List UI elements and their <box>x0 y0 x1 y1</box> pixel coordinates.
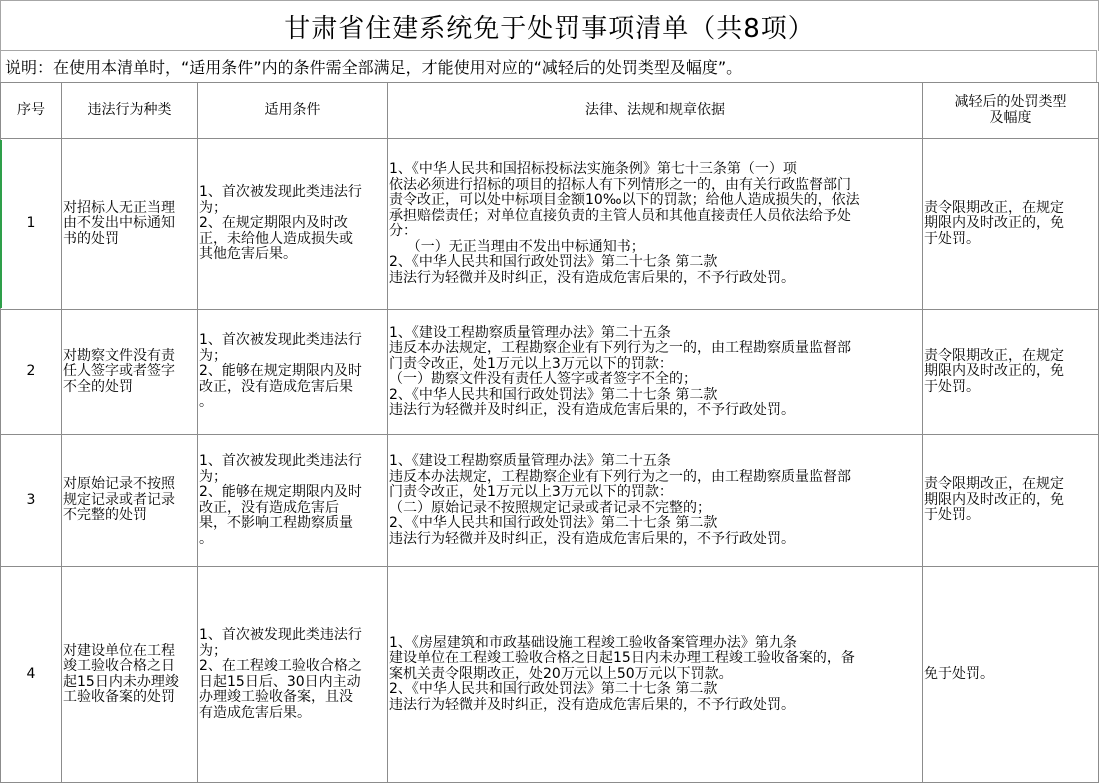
row-number-cell[interactable]: 4 <box>1 567 62 783</box>
penalty-result-cell[interactable] <box>923 567 1099 783</box>
cell-text-line: 期限内及时改正的，免 <box>924 215 1064 232</box>
cell-text-line: 门责令改正，处1万元以上3万元以下的罚款： <box>389 355 673 372</box>
cell-text-line: 1、首次被发现此类违法行 <box>199 627 362 643</box>
cell-text-line: 书的处罚 <box>63 230 119 247</box>
cell-text-line: 2、能够在规定期限内及时 <box>199 484 362 500</box>
cell-text-line: 任人签字或者签字 <box>63 363 175 380</box>
legal-basis-cell[interactable] <box>388 310 923 435</box>
cell-text-line: 案机关责令限期改正，处20万元以上50万元以下罚款。 <box>389 665 733 682</box>
cell-text-line: 于处罚。 <box>924 507 980 524</box>
cell-text-line: 不全的处罚 <box>63 378 133 395</box>
cell-text-line: 2、在规定期限内及时改 <box>199 215 348 232</box>
header-no: 序号 <box>1 83 62 139</box>
header-legal-basis: 法律、法规和规章依据 <box>388 83 923 139</box>
penalty-exemption-table <box>0 82 1099 783</box>
cell-text-line: 违法行为轻微并及时纠正，没有造成危害后果的，不予行政处罚。 <box>389 530 795 547</box>
cell-text-line: 期限内及时改正的，免 <box>924 491 1064 508</box>
cell-text-line: 建设单位在工程竣工验收合格之日起15日内未办理工程竣工验收备案的，备 <box>389 650 855 667</box>
cell-text-line: 规定记录或者记录 <box>63 491 175 508</box>
row-number-cell[interactable]: 1 <box>1 139 62 310</box>
violation-type-cell[interactable] <box>62 567 198 783</box>
cell-text-line: 责令限期改正，在规定 <box>924 347 1064 364</box>
selection-indicator <box>0 140 2 308</box>
cell-text-line: 2、《中华人民共和国行政处罚法》第二十七条 第二款 <box>389 254 718 270</box>
cell-text-line: 正，未给他人造成损失或 <box>199 230 353 247</box>
cell-text-line: 承担赔偿责任；对单位直接负责的主管人员和其他直接责任人员依法给予处 <box>389 207 851 224</box>
table-body <box>1 139 1099 783</box>
violation-type-cell[interactable] <box>62 435 198 567</box>
cell-text-line: 。 <box>199 394 213 411</box>
cell-text-line: 于处罚。 <box>924 230 980 247</box>
cell-text-line: 责令限期改正，在规定 <box>924 476 1064 493</box>
cell-text-line: 1、《建设工程勘察质量管理办法》第二十五条 <box>389 324 671 341</box>
cell-text-line: 有造成危害后果。 <box>199 704 311 721</box>
cell-text-line: （一）无正当理由不发出中标通知书； <box>389 238 645 255</box>
table-row <box>1 310 1099 435</box>
header-penalty-result <box>923 83 1099 139</box>
table-row <box>1 139 1099 310</box>
cell-text-line: 期限内及时改正的，免 <box>924 363 1064 380</box>
header-result-line-1: 减轻后的处罚类型 <box>954 94 1067 110</box>
header-result-line-2: 及幅度 <box>989 109 1032 126</box>
conditions-cell[interactable] <box>198 139 388 310</box>
cell-text-line: 1、《中华人民共和国招标投标法实施条例》第七十三条第（一）项 <box>389 161 797 177</box>
cell-text-line: 违反本办法规定，工程勘察企业有下列行为之一的，由工程勘察质量监督部 <box>389 340 851 356</box>
cell-text-line: 对勘察文件没有责 <box>63 347 175 364</box>
header-row <box>1 83 1099 139</box>
cell-text-line: 对建设单位在工程 <box>63 642 175 659</box>
cell-text-line: 1、《房屋建筑和市政基础设施工程竣工验收备案管理办法》第九条 <box>389 634 797 651</box>
cell-text-line: 2、《中华人民共和国行政处罚法》第二十七条 第二款 <box>389 515 718 531</box>
cell-text-line: 免于处罚。 <box>924 665 994 682</box>
conditions-cell[interactable] <box>198 435 388 567</box>
cell-text-line: 果，不影响工程勘察质量 <box>199 515 353 531</box>
cell-text-line: 违反本办法规定，工程勘察企业有下列行为之一的，由工程勘察质量监督部 <box>389 468 851 485</box>
cell-text-line: 改正，没有造成危害后果 <box>199 378 353 395</box>
violation-type-cell[interactable] <box>62 139 198 310</box>
cell-text-line: 对原始记录不按照 <box>63 476 175 493</box>
cell-text-line: （二）原始记录不按照规定记录或者记录不完整的； <box>389 499 711 516</box>
cell-text-line: 于处罚。 <box>924 378 980 395</box>
cell-text-line: 为； <box>199 199 227 216</box>
cell-text-line: 2、能够在规定期限内及时 <box>199 363 362 380</box>
cell-text-line: 工验收备案的处罚 <box>63 689 175 705</box>
legal-basis-cell[interactable] <box>388 567 923 783</box>
cell-text-line: 1、首次被发现此类违法行 <box>199 184 362 201</box>
cell-text-line: （一）勘察文件没有责任人签字或者签字不全的； <box>389 371 697 387</box>
cell-text-line: 不完整的处罚 <box>63 507 147 524</box>
header-conditions: 适用条件 <box>198 83 388 139</box>
cell-text-line: 由不发出中标通知 <box>63 215 175 232</box>
violation-type-cell[interactable] <box>62 310 198 435</box>
cell-text-line: 1、首次被发现此类违法行 <box>199 332 362 349</box>
cell-text-line: 责令限期改正，在规定 <box>924 199 1064 216</box>
penalty-result-cell[interactable] <box>923 310 1099 435</box>
cell-text-line: 违法行为轻微并及时纠正，没有造成危害后果的，不予行政处罚。 <box>389 269 795 286</box>
cell-text-line: 日起15日后、30日内主动 <box>199 673 361 690</box>
row-number-cell[interactable]: 3 <box>1 435 62 567</box>
conditions-cell[interactable] <box>198 567 388 783</box>
cell-text-line: 其他危害后果。 <box>199 246 297 263</box>
page-title: 甘肃省住建系统免于处罚事项清单（共8项） <box>0 0 1099 51</box>
legal-basis-cell[interactable] <box>388 435 923 567</box>
legal-basis-cell[interactable] <box>388 139 923 310</box>
penalty-result-cell[interactable] <box>923 139 1099 310</box>
cell-text-line: 依法必须进行招标的项目的招标人有下列情形之一的，由有关行政监督部门 <box>389 176 851 193</box>
cell-text-line: 门责令改正，处1万元以上3万元以下的罚款： <box>389 484 673 500</box>
cell-text-line: 。 <box>199 530 213 547</box>
table-row <box>1 435 1099 567</box>
cell-text-line: 2、《中华人民共和国行政处罚法》第二十七条 第二款 <box>389 386 718 403</box>
cell-text-line: 竣工验收合格之日 <box>63 658 175 674</box>
instruction-note: 说明：在使用本清单时，“适用条件”内的条件需全部满足，才能使用对应的“减轻后的处罚类型及幅度”。 <box>0 50 1097 82</box>
cell-text-line: 2、《中华人民共和国行政处罚法》第二十七条 第二款 <box>389 681 718 698</box>
table-row <box>1 567 1099 783</box>
conditions-cell[interactable] <box>198 310 388 435</box>
penalty-result-cell[interactable] <box>923 435 1099 567</box>
cell-text-line: 办理竣工验收备案，且没 <box>199 689 353 705</box>
cell-text-line: 责令改正，可以处中标项目金额10‰以下的罚款；给他人造成损失的，依法 <box>389 192 860 208</box>
cell-text-line: 2、在工程竣工验收合格之 <box>199 658 362 674</box>
header-violation-type: 违法行为种类 <box>62 83 198 139</box>
cell-text-line: 1、首次被发现此类违法行 <box>199 453 362 469</box>
cell-text-line: 为； <box>199 642 227 659</box>
cell-text-line: 起15日内未办理竣 <box>63 673 179 690</box>
cell-text-line: 为； <box>199 347 227 364</box>
cell-text-line: 分： <box>389 223 417 239</box>
cell-text-line: 改正，没有造成危害后 <box>199 499 339 516</box>
cell-text-line: 为； <box>199 468 227 485</box>
cell-text-line: 违法行为轻微并及时纠正，没有造成危害后果的，不予行政处罚。 <box>389 696 795 713</box>
cell-text-line: 违法行为轻微并及时纠正，没有造成危害后果的，不予行政处罚。 <box>389 402 795 418</box>
row-number-cell[interactable]: 2 <box>1 310 62 435</box>
cell-text-line: 1、《建设工程勘察质量管理办法》第二十五条 <box>389 453 671 469</box>
cell-text-line: 对招标人无正当理 <box>63 199 175 216</box>
